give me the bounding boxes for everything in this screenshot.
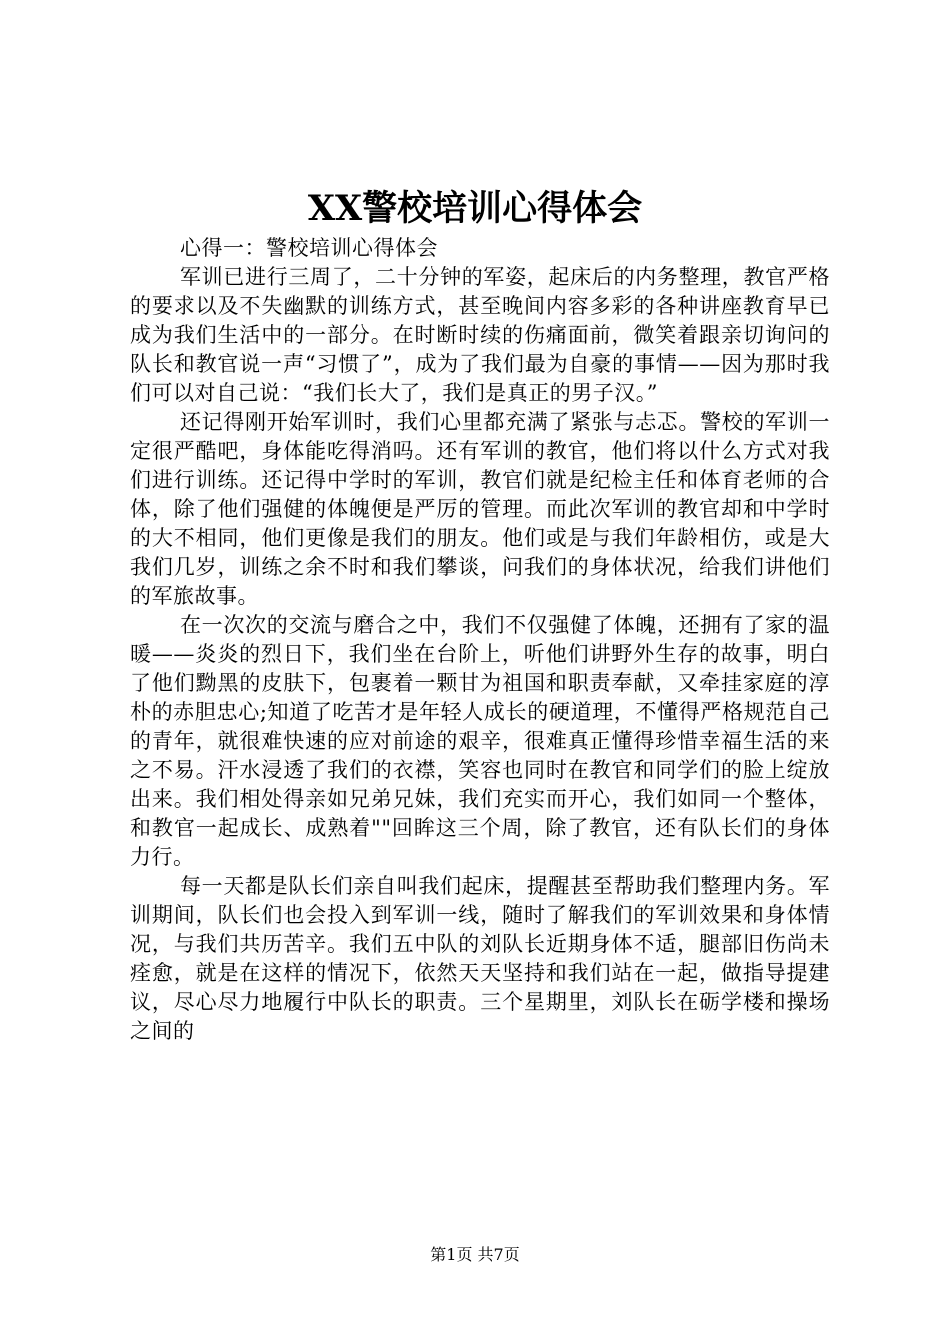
paragraph-1: 军训已进行三周了，二十分钟的军姿，起床后的内务整理，教官严格的要求以及不失幽默的训练方式，甚至晚间内容多彩的各种讲座教育早已成为我们生活中的一部分。在时断时续的伤痛面前，微笑着跟亲切询问的队长和教官说一声“习惯了”，成为了我们最为自豪的事情——因为那时我们可以对自己说：“我们长大了，我们是真正的男子汉。” bbox=[130, 265, 830, 405]
document-title: XX警校培训心得体会 bbox=[307, 188, 643, 229]
paragraph-3: 在一次次的交流与磨合之中，我们不仅强健了体魄，还拥有了家的温暖——炎炎的烈日下，我们坐在台阶上，听他们讲野外生存的故事，明白了他们黝黑的皮肤下，包裹着一颗甘为祖国和职责奉献，又牵挂家庭的淳朴的赤胆忠心;知道了吃苦才是年轻人成长的硬道理，不懂得严格规范自己的青年，就很难快速的应对前途的艰辛，很难真正懂得珍惜幸福生活的来之不易。汗水浸透了我们的衣襟，笑容也同时在教官和同学们的脸上绽放出来。我们相处得亲如兄弟兄妹，我们充实而开心，我们如同一个整体，和教官一起成长、成熟着""回眸这三个周，除了教官，还有队长们的身体力行。 bbox=[130, 613, 830, 869]
page-footer: 第1页 共7页 bbox=[430, 1245, 520, 1264]
paragraph-4: 每一天都是队长们亲自叫我们起床，提醒甚至帮助我们整理内务。军训期间，队长们也会投入到军训一线，随时了解我们的军训效果和身体情况，与我们共历苦辛。我们五中队的刘队长近期身体不适，腿部旧伤尚未痊愈，就是在这样的情况下，依然天天坚持和我们站在一起，做指导提建议，尽心尽力地履行中队长的职责。三个星期里，刘队长在砺学楼和操场之间的 bbox=[130, 874, 830, 1043]
paragraph-2: 还记得刚开始军训时，我们心里都充满了紧张与忐忑。警校的军训一定很严酷吧，身体能吃得消吗。还有军训的教官，他们将以什么方式对我们进行训练。还记得中学时的军训，教官们就是纪检主任和体育老师的合体，除了他们强健的体魄便是严厉的管理。而此次军训的教官却和中学时的大不相同，他们更像是我们的朋友。他们或是与我们年龄相仿，或是大我们几岁，训练之余不时和我们攀谈，问我们的身体状况，给我们讲他们的军旅故事。 bbox=[130, 410, 830, 608]
document-body bbox=[130, 234, 830, 1046]
section-subheading: 心得一：警校培训心得体会 bbox=[180, 236, 438, 260]
